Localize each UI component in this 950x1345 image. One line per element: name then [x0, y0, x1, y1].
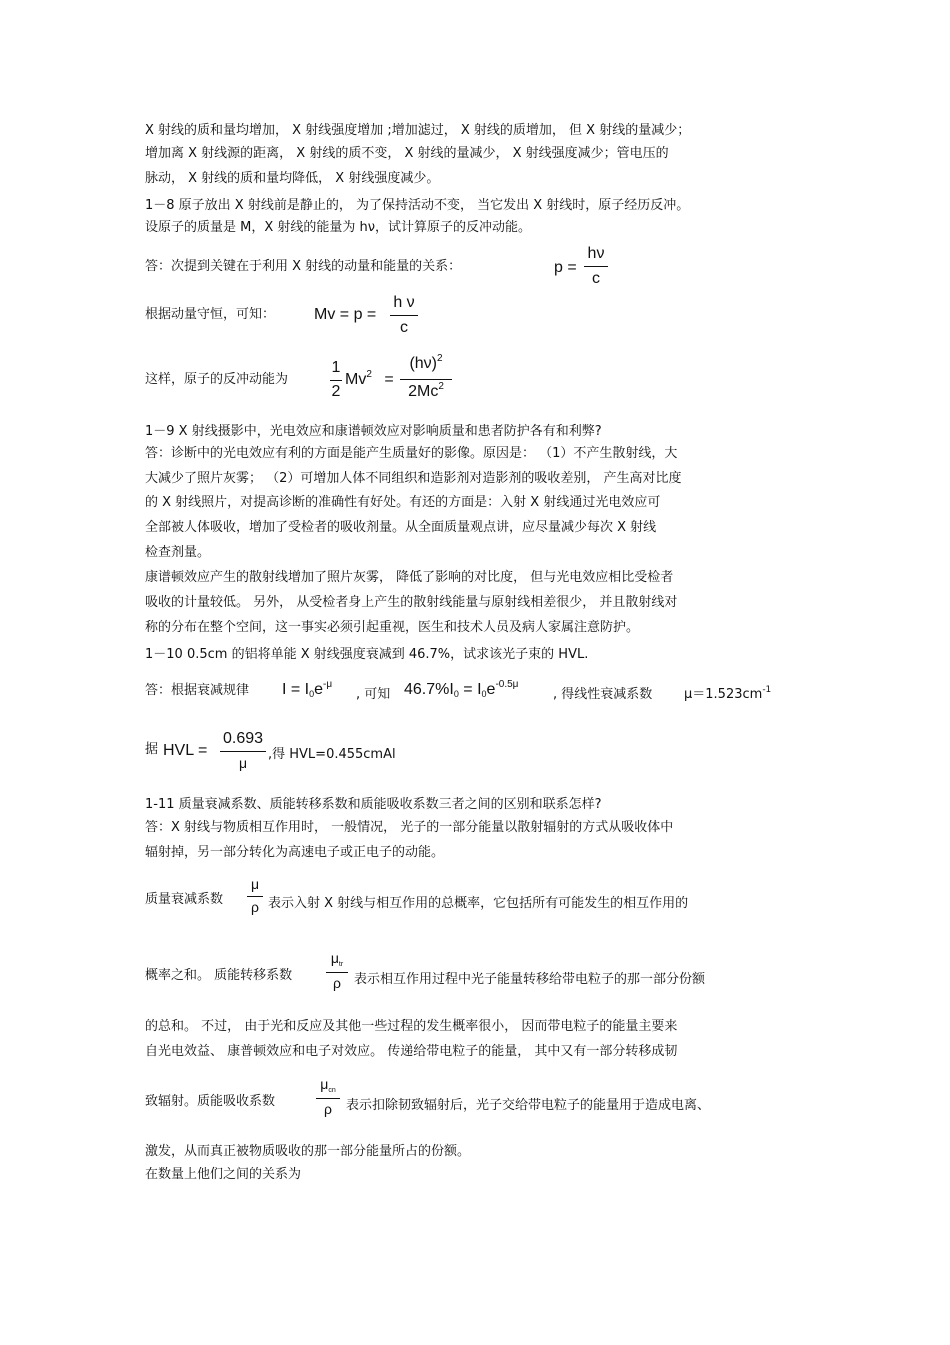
formula-ke-square: 2 [366, 369, 372, 380]
formula-p-lhs: p = [554, 259, 577, 276]
formula-ke-denominator-text: 2Mc [408, 383, 439, 400]
fraction-bar [220, 751, 266, 752]
answer-1-9-line: 康谱顿效应产生的散射线增加了照片灰雾， 降低了影响的对比度， 但与光电效应相比受检者 [145, 570, 674, 585]
formula-mu: μ [250, 876, 260, 892]
formula-half-fraction [330, 359, 342, 405]
answer-1-11-energy-absorption-desc: 表示扣除韧致辐射后，光子交给带电粒子的能量用于造成电离、 [346, 1098, 711, 1113]
formula-law2-sub: 0 [453, 689, 459, 699]
answer-1-10-mid: , 可知 [356, 687, 391, 702]
answer-1-9-line: 答：诊断中的光电效应有利的方面是能产生质量好的影像。原因是： （1）不产生散射线，大 [145, 446, 678, 461]
formula-mutr-rho [326, 950, 348, 998]
answer-1-10-hvl-pre: 据 [145, 742, 159, 757]
answer-1-10-mu [684, 683, 771, 702]
fraction-bar [400, 379, 452, 380]
question-1-10: 1－10 0.5cm 的铝将单能 X 射线强度衰减到 46.7%，试求该光子束的 HVL. [145, 647, 589, 662]
answer-1-10-mu-value: μ＝1.523cm [684, 687, 763, 702]
answer-1-10-mu-exponent: -1 [762, 685, 772, 695]
answer-1-9-line: 吸收的计量较低。 另外， 从受检者身上产生的散射线能量与原射线相差很少， 并且散射线对 [145, 595, 678, 610]
question-1-8: 1－8 原子放出 X 射线前是静止的， 为了保持活动不变， 当它发出 X 射线时，原子经历反冲。 [145, 198, 690, 213]
formula-hvl-denominator: μ [238, 755, 248, 771]
formula-ke-denominator [400, 383, 452, 401]
formula-half-denominator: 2 [331, 383, 341, 400]
formula-hvl-fraction [220, 730, 266, 776]
answer-1-11-line: 辐射掉，另一部分转化为高速电子或正电子的动能。 [145, 845, 445, 860]
formula-law2-eq: = I [458, 681, 482, 698]
formula-rho: ρ [333, 975, 341, 991]
formula-law-e: e [314, 681, 324, 698]
answer-1-9-line: 的 X 射线照片，对提高诊断的准确性有好处。有还的方面是：入射 X 射线通过光电效应可 [145, 495, 661, 510]
formula-mutr-sub: tr [338, 961, 344, 968]
formula-law-i: I = I [282, 681, 310, 698]
question-1-9: 1－9 X 射线摄影中，光电效应和康谱顿效应对影响质量和患者防护各有和利弊? [145, 424, 602, 439]
formula-ke-fraction [400, 355, 452, 405]
answer-1-11-energy-transfer-desc: 表示相互作用过程中光子能量转移给带电粒子的那一部分份额 [354, 972, 706, 987]
formula-p-numerator: hν [587, 245, 605, 262]
formula-mv-numerator: h ν [393, 294, 415, 311]
text-line: 脉动， X 射线的质和量均降低， X 射线强度减少。 [145, 171, 440, 186]
fraction-bar [390, 315, 418, 316]
fraction-bar [330, 380, 342, 381]
fraction-bar [247, 896, 263, 897]
formula-mutr [326, 950, 348, 966]
answer-1-11-energy-absorption: 致辐射。质能吸收系数 [145, 1094, 276, 1109]
formula-rho: ρ [324, 1101, 332, 1117]
formula-ke-numerator [400, 355, 452, 373]
formula-mv-fraction [390, 294, 418, 342]
fraction-bar [326, 972, 348, 973]
text-line: X 射线的质和量均增加， X 射线强度增加 ;增加滤过， X 射线的质增加， 但 X 射线的量减少； [145, 123, 691, 138]
answer-1-10-hvl-result: ,得 HVL=0.455cmAl [268, 747, 396, 762]
fraction-bar [584, 266, 608, 267]
formula-law2-exponent: -0.5μ [495, 679, 519, 690]
formula-ke-mv-text: Mv [345, 371, 367, 388]
formula-ke-mv [345, 371, 394, 389]
text-line: 增加离 X 射线源的距离， X 射线的质不变， X 射线的量减少， X 射线强度减少；管电压的 [145, 146, 669, 161]
answer-1-11-line: 在数量上他们之间的关系为 [145, 1167, 302, 1182]
formula-muen [316, 1076, 340, 1092]
answer-1-11-mass-attenuation: 质量衰减系数 [145, 892, 224, 907]
answer-1-11-energy-transfer: 概率之和。 质能转移系数 [145, 968, 293, 983]
formula-muen-mu: μ [320, 1076, 329, 1092]
formula-ke-numerator-text: (hν) [409, 355, 437, 372]
formula-muen-rho [316, 1076, 340, 1124]
answer-1-11-line: 答：X 射线与物质相互作用时， 一般情况， 光子的一部分能量以散射辐射的方式从吸收体中 [145, 820, 674, 835]
formula-law-i0-sub: 0 [309, 689, 315, 699]
fraction-bar [316, 1098, 340, 1099]
formula-law2-e: e [486, 681, 496, 698]
question-1-8-cont: 设原子的质量是 M，X 射线的能量为 hν，试计算原子的反冲动能。 [145, 220, 532, 235]
formula-law2-sub: 0 [481, 689, 487, 699]
answer-1-8-energy: 这样，原子的反冲动能为 [145, 372, 289, 387]
answer-1-9-line: 称的分布在整个空间，这一事实必须引起重视，医生和技术人员及病人家属注意防护。 [145, 620, 640, 635]
formula-law2-lhs: 46.7%I [404, 681, 454, 698]
answer-1-11-line: 自光电效益、 康普顿效应和电子对效应。 传递给带电粒子的能量， 其中又有一部分转移成韧 [145, 1044, 678, 1059]
formula-rho: ρ [251, 899, 259, 915]
answer-1-11-mass-attenuation-desc: 表示入射 X 射线与相互作用的总概率，它包括所有可能发生的相互作用的 [268, 896, 689, 911]
formula-mu-rho [247, 876, 263, 922]
answer-1-8-intro: 答：次提到关键在于利用 X 射线的动量和能量的关系： [145, 259, 462, 274]
formula-ke-numerator-square: 2 [437, 353, 443, 364]
formula-ke-denominator-square: 2 [438, 381, 444, 392]
answer-1-8-momentum: 根据动量守恒，可知： [145, 307, 276, 322]
answer-1-10-post: , 得线性衰减系数 [553, 687, 653, 702]
formula-half-numerator: 1 [331, 359, 341, 376]
formula-law-exponent: -μ [323, 679, 333, 690]
formula-muen-sub: cn [328, 1087, 336, 1094]
formula-attenuation-values [404, 681, 518, 699]
formula-mv-lhs: Mv = p = [314, 306, 377, 323]
answer-1-10-intro: 答：根据衰减规律 [145, 683, 250, 698]
formula-ke-equals: = [384, 371, 394, 388]
formula-hvl-numerator: 0.693 [222, 730, 264, 747]
answer-1-9-line: 大减少了照片灰雾； （2）可增加人体不同组织和造影剂对造影剂的吸收差别， 产生高对比度 [145, 471, 682, 486]
answer-1-9-line: 全部被人体吸收，增加了受检者的吸收剂量。从全面质量观点讲，应尽量减少每次 X 射线 [145, 520, 657, 535]
formula-attenuation-law [282, 681, 332, 699]
formula-hvl-lhs: HVL = [163, 742, 208, 759]
question-1-11: 1-11 质量衰减系数、质能转移系数和质能吸收系数三者之间的区别和联系怎样? [145, 797, 602, 812]
formula-p-denominator: c [592, 270, 600, 287]
formula-mutr-mu: μ [330, 950, 339, 966]
formula-p-fraction [584, 245, 608, 293]
formula-mv-denominator: c [400, 319, 408, 336]
answer-1-9-line: 检查剂量。 [145, 545, 211, 560]
answer-1-11-line: 激发，从而真正被物质吸收的那一部分能量所占的份额。 [145, 1144, 471, 1159]
answer-1-11-line: 的总和。 不过， 由于光和反应及其他一些过程的发生概率很小， 因而带电粒子的能量主要来 [145, 1019, 678, 1034]
